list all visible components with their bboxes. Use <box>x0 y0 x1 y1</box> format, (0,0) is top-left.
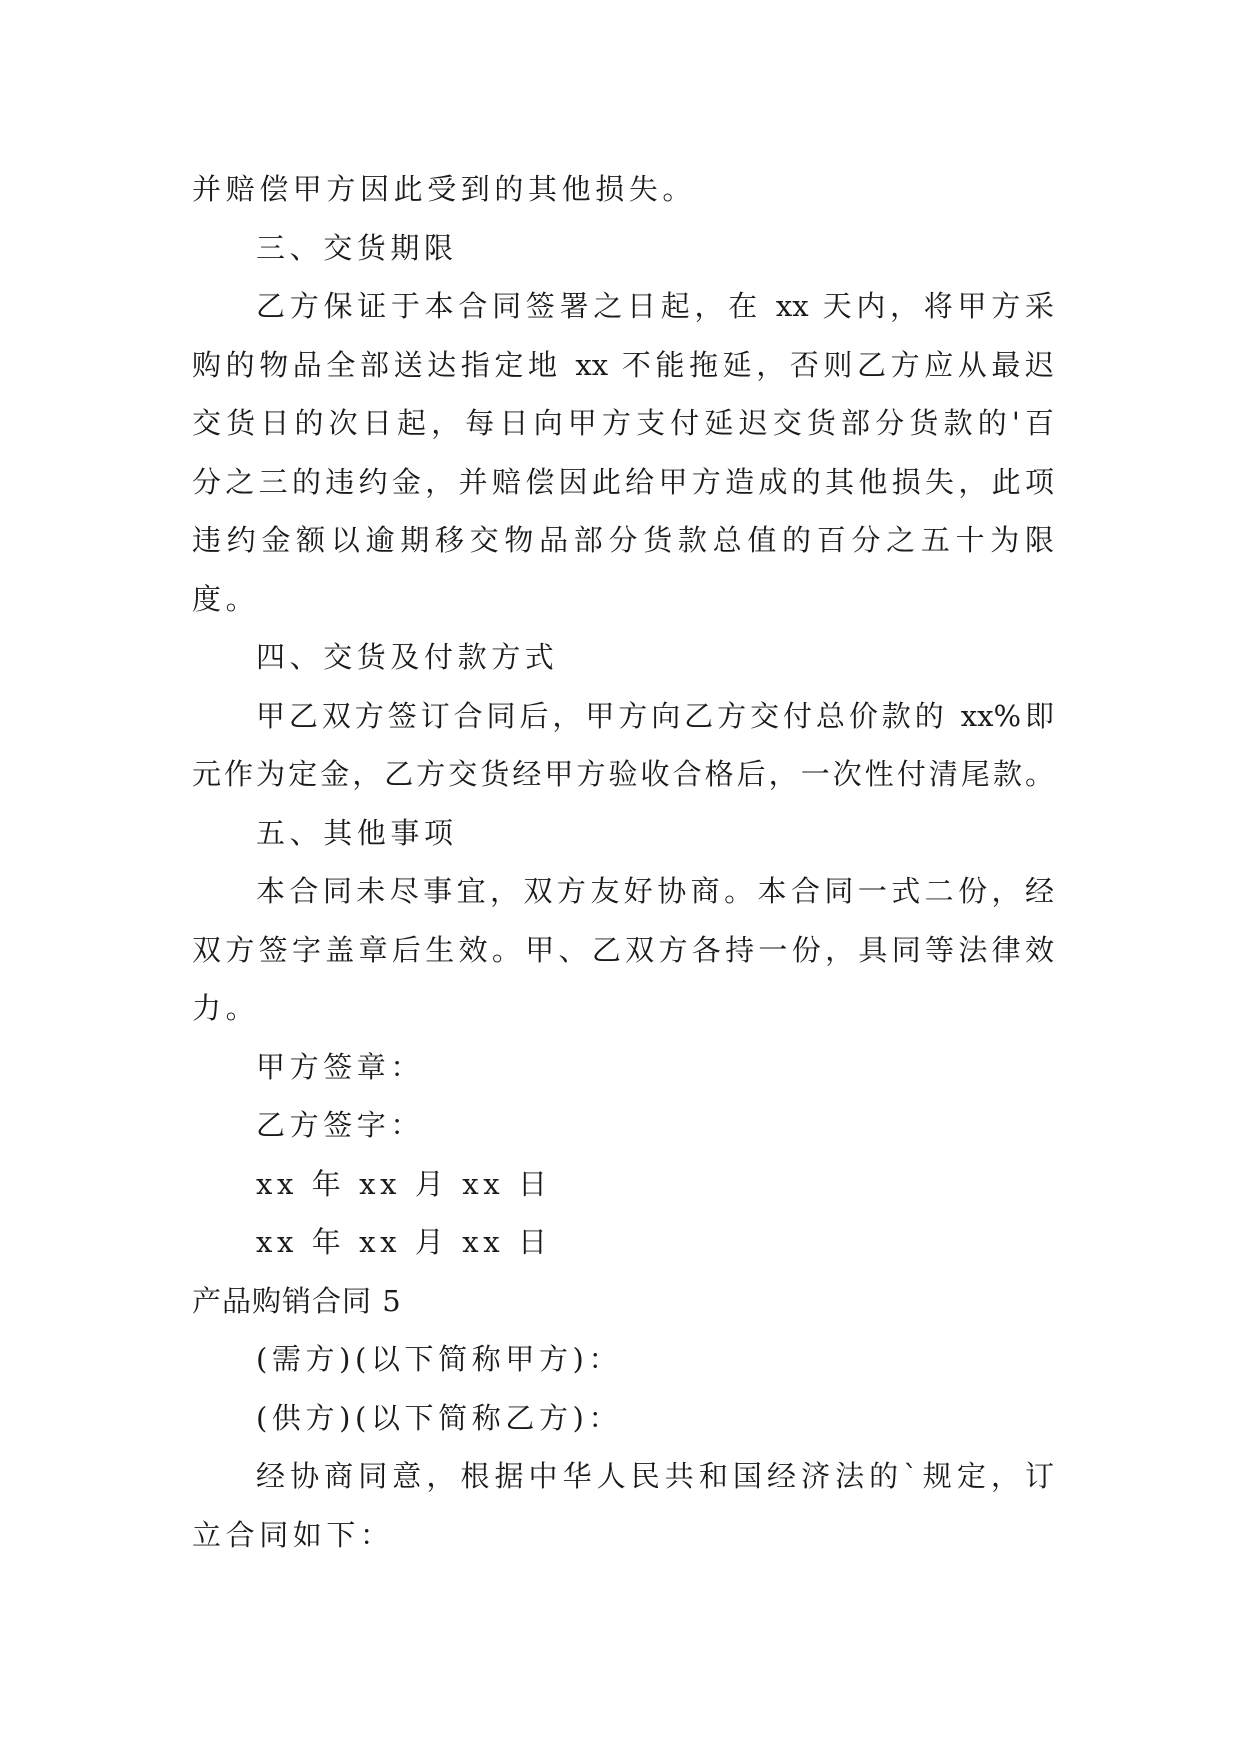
paragraph-line: 并赔偿甲方因此受到的其他损失。 <box>192 172 697 206</box>
paragraph-line: 经协商同意，根据中华人民共和国经济法的`规定，订 <box>256 1459 1054 1493</box>
paragraph-line: 双方签字盖章后生效。甲、乙双方各持一份，具同等法律效 <box>192 932 1054 967</box>
paragraph-line: 违约金额以逾期移交物品部分货款总值的百分之五十为限 <box>192 523 1054 557</box>
paragraph-line: 元作为定金，乙方交货经甲方验收合格后，一次性付清尾款。 <box>192 757 1054 791</box>
paragraph-line: 本合同未尽事宜，双方友好协商。本合同一式二份，经 <box>256 874 1054 908</box>
supplier-party-line: (供方)(以下简称乙方)： <box>256 1400 623 1435</box>
paragraph-line: 购的物品全部送达指定地 xx 不能拖延，否则乙方应从最迟 <box>192 347 1054 382</box>
party-b-signature-label: 乙方签字： <box>256 1108 425 1142</box>
signing-date: xx 年 xx 月 xx 日 <box>256 1166 552 1201</box>
section-heading-other-matters: 五、其他事项 <box>256 815 458 850</box>
document-body <box>192 160 1054 1564</box>
paragraph-line: 力。 <box>192 991 260 1025</box>
buyer-party-line: (需方)(以下简称甲方)： <box>256 1342 623 1376</box>
contract-title: 产品购销合同 5 <box>192 1283 402 1318</box>
signing-date: xx 年 xx 月 xx 日 <box>256 1225 552 1259</box>
paragraph-line: 分之三的违约金，并赔偿因此给甲方造成的其他损失，此项 <box>192 464 1054 499</box>
paragraph-line: 立合同如下： <box>192 1517 394 1552</box>
section-heading-delivery-period: 三、交货期限 <box>256 230 458 265</box>
paragraph-line: 度。 <box>192 581 260 616</box>
paragraph-line: 甲乙双方签订合同后，甲方向乙方交付总价款的 xx%即 <box>256 698 1054 733</box>
paragraph-line: 交货日的次日起，每日向甲方支付延迟交货部分货款的'百 <box>192 406 1054 440</box>
section-heading-delivery-payment: 四、交货及付款方式 <box>256 640 559 674</box>
party-a-signature-label: 甲方签章： <box>256 1049 425 1084</box>
paragraph-line: 乙方保证于本合同签署之日起，在 xx 天内，将甲方采 <box>256 289 1054 323</box>
